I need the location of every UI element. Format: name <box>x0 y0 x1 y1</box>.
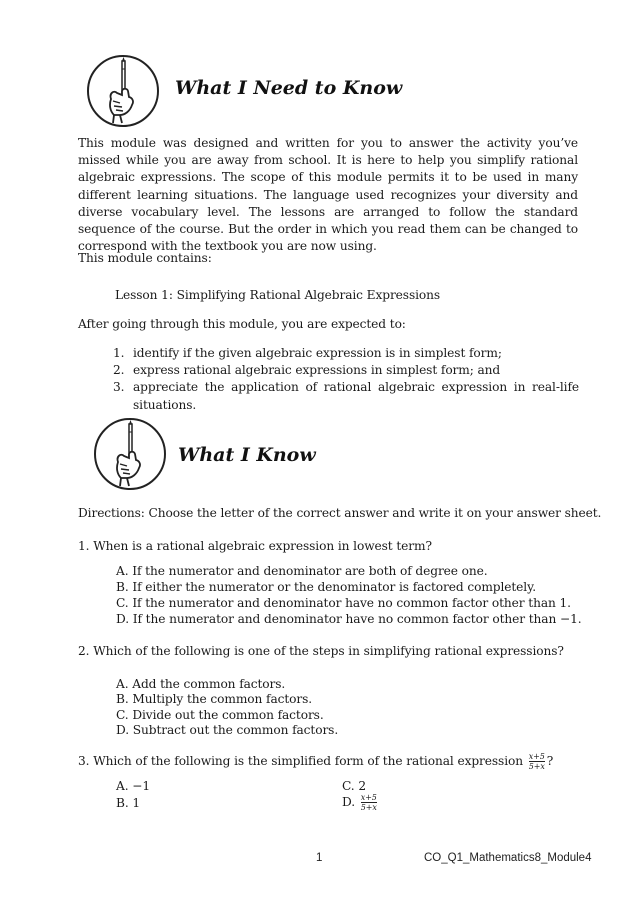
section-heading-what-i-need-to-know: What I Need to Know <box>175 77 403 99</box>
module-code: CO_Q1_Mathematics8_Module4 <box>424 852 592 864</box>
question-3-text: 3. Which of the following is the simplified form of the rational expression <box>78 754 523 768</box>
objective-item <box>113 345 579 362</box>
contains-label: This module contains: <box>78 251 212 265</box>
pencil-hand-icon <box>87 55 159 127</box>
q3-option-d-fraction <box>361 793 377 812</box>
q3-option-c: C. 2 <box>342 779 366 793</box>
q3-fraction-numerator: x+5 <box>528 752 545 761</box>
directions-text: Directions: Choose the letter of the correct answer and write it on your answer sheet. <box>78 506 602 520</box>
question-2: 2. Which of the following is one of the steps in simplifying rational expressions? <box>78 644 564 658</box>
objective-item <box>113 379 579 413</box>
q3-option-a: A. −1 <box>116 779 151 793</box>
objective-number: 3. <box>113 380 125 395</box>
question-3 <box>78 752 553 771</box>
q3-option-d-numerator: x+5 <box>360 793 377 802</box>
objective-text: identify if the given algebraic expression is in simplest form; <box>133 346 502 360</box>
section-heading-what-i-know: What I Know <box>178 444 316 466</box>
objective-number: 1. <box>113 346 125 360</box>
question-3-end: ? <box>546 754 554 768</box>
q3-option-b: B. 1 <box>116 796 141 810</box>
objective-text: express rational algebraic expressions in simplest form; and <box>133 363 501 378</box>
objective-item <box>113 362 579 379</box>
q2-option-a: A. Add the common factors. <box>116 677 286 691</box>
page-number: 1 <box>316 852 323 864</box>
q3-fraction <box>529 752 545 771</box>
question-1: 1. When is a rational algebraic expression in lowest term? <box>78 539 432 553</box>
q1-option-d: D. If the numerator and denominator have no common factor other than −1. <box>116 612 582 626</box>
q3-fraction-denominator: 5+x <box>528 762 545 771</box>
objective-text: appreciate the application of rational algebraic expression in real-life situations. <box>133 380 579 412</box>
objective-number: 2. <box>113 363 125 378</box>
q3-option-d-denominator: 5+x <box>360 803 377 812</box>
expected-label: After going through this module, you are expected to: <box>78 317 406 331</box>
pencil-hand-icon <box>94 418 166 490</box>
intro-paragraph: This module was designed and written for you to answer the activity you’ve missed while you are away from school. It is here to help you simplify rational algebraic expressions. The scope of this module permits it to be used in many different learning situations. The language used recognizes your diversity and diverse vocabulary level. The lessons are arranged to follow the standard sequence of the course. But the order in which you read them can be changed to correspond with the textbook you are now using. <box>78 136 578 254</box>
q1-option-c: C. If the numerator and denominator have no common factor other than 1. <box>116 596 571 610</box>
q2-option-b: B. Multiply the common factors. <box>116 692 313 706</box>
objectives-list <box>113 345 579 414</box>
q1-option-a: A. If the numerator and denominator are both of degree one. <box>116 564 488 578</box>
q1-option-b: B. If either the numerator or the denominator is factored completely. <box>116 580 537 594</box>
q2-option-c: C. Divide out the common factors. <box>116 708 324 722</box>
q3-option-d <box>342 793 379 812</box>
lesson-title: Lesson 1: Simplifying Rational Algebraic Expressions <box>115 288 441 302</box>
q3-option-d-label: D. <box>342 795 356 809</box>
q2-option-d: D. Subtract out the common factors. <box>116 723 339 737</box>
